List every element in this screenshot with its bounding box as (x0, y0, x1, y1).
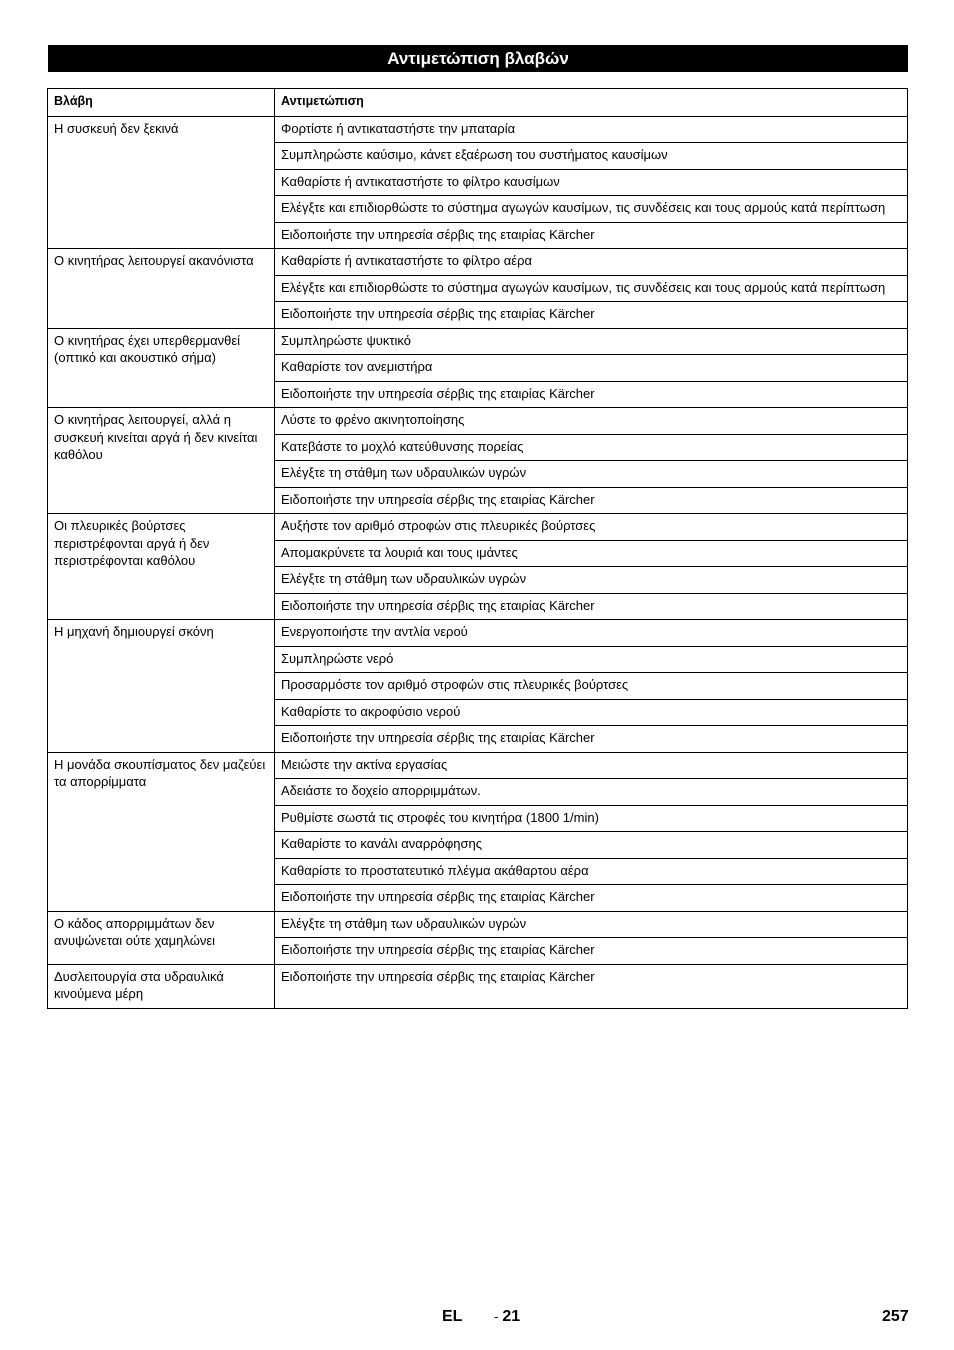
remedy-cell: Καθαρίστε το ακροφύσιο νερού (275, 699, 908, 726)
remedy-cell: Απομακρύνετε τα λουριά και τους ιμάντες (275, 540, 908, 567)
remedy-cell: Ειδοποιήστε την υπηρεσία σέρβις της εταιρίας Kärcher (275, 964, 908, 1008)
table-row (48, 116, 908, 143)
remedy-cell: Συμπληρώστε καύσιμο, κάνετ εξαέρωση του συστήματος καυσίμων (275, 143, 908, 170)
remedy-cell: Ειδοποιήστε την υπηρεσία σέρβις της εταιρίας Kärcher (275, 593, 908, 620)
troubleshooting-table (47, 88, 908, 1009)
footer-total-page: 257 (882, 1308, 909, 1325)
remedy-cell: Φορτίστε ή αντικαταστήστε την μπαταρία (275, 116, 908, 143)
fault-cell: Ο κινητήρας έχει υπερθερμανθεί (οπτικό και ακουστικό σήμα) (48, 328, 275, 408)
remedy-cell: Λύστε το φρένο ακινητοποίησης (275, 408, 908, 435)
section-title: Αντιμετώπιση βλαβών (48, 45, 908, 72)
remedy-cell: Ειδοποιήστε την υπηρεσία σέρβις της εταιρίας Kärcher (275, 885, 908, 912)
remedy-cell: Κατεβάστε το μοχλό κατεύθυνσης πορείας (275, 434, 908, 461)
table-row (48, 328, 908, 355)
remedy-cell: Ειδοποιήστε την υπηρεσία σέρβις της εταιρίας Kärcher (275, 381, 908, 408)
fault-cell: Οι πλευρικές βούρτσες περιστρέφονται αργά ή δεν περιστρέφονται καθόλου (48, 514, 275, 620)
table-row (48, 964, 908, 1008)
fault-cell: Η μηχανή δημιουργεί σκόνη (48, 620, 275, 753)
remedy-cell: Καθαρίστε τον ανεμιστήρα (275, 355, 908, 382)
fault-cell: Ο κινητήρας λειτουργεί ακανόνιστα (48, 249, 275, 329)
remedy-cell: Συμπληρώστε νερό (275, 646, 908, 673)
remedy-cell: Ελέγξτε και επιδιορθώστε το σύστημα αγωγών καυσίμων, τις συνδέσεις και τους αρμούς κατά περίπτωση (275, 275, 908, 302)
remedy-cell: Προσαρμόστε τον αριθμό στροφών στις πλευρικές βούρτσες (275, 673, 908, 700)
remedy-cell: Ενεργοποιήστε την αντλία νερού (275, 620, 908, 647)
fault-column-header: Βλάβη (48, 89, 275, 117)
table-row (48, 249, 908, 276)
footer-language: EL (442, 1308, 463, 1325)
remedy-cell: Ειδοποιήστε την υπηρεσία σέρβις της εταιρίας Kärcher (275, 487, 908, 514)
table-row (48, 408, 908, 435)
fault-cell: Δυσλειτουργία στα υδραυλικά κινούμενα μέρη (48, 964, 275, 1008)
remedy-cell: Ελέγξτε τη στάθμη των υδραυλικών υγρών (275, 461, 908, 488)
remedy-cell: Ειδοποιήστε την υπηρεσία σέρβις της εταιρίας Kärcher (275, 222, 908, 249)
footer-page-dash: - (494, 1309, 499, 1324)
fault-cell: Η συσκευή δεν ξεκινά (48, 116, 275, 249)
fault-cell: Ο κινητήρας λειτουργεί, αλλά η συσκευή κινείται αργά ή δεν κινείται καθόλου (48, 408, 275, 514)
remedy-cell: Καθαρίστε το προστατευτικό πλέγμα ακάθαρτου αέρα (275, 858, 908, 885)
remedy-cell: Αδειάστε το δοχείο απορριμμάτων. (275, 779, 908, 806)
remedy-cell: Ειδοποιήστε την υπηρεσία σέρβις της εταιρίας Kärcher (275, 726, 908, 753)
remedy-cell: Ειδοποιήστε την υπηρεσία σέρβις της εταιρίας Kärcher (275, 938, 908, 965)
remedy-cell: Ελέγξτε τη στάθμη των υδραυλικών υγρών (275, 567, 908, 594)
remedy-cell: Ειδοποιήστε την υπηρεσία σέρβις της εταιρίας Kärcher (275, 302, 908, 329)
table-row (48, 620, 908, 647)
table-row (48, 911, 908, 938)
remedy-cell: Καθαρίστε ή αντικαταστήστε το φίλτρο αέρα (275, 249, 908, 276)
remedy-cell: Ελέγξτε τη στάθμη των υδραυλικών υγρών (275, 911, 908, 938)
remedy-column-header: Αντιμετώπιση (275, 89, 908, 117)
footer-page-value: 21 (502, 1308, 521, 1325)
table-row (48, 752, 908, 779)
remedy-cell: Καθαρίστε το κανάλι αναρρόφησης (275, 832, 908, 859)
table-header-row (48, 89, 908, 117)
fault-cell: Ο κάδος απορριμμάτων δεν ανυψώνεται ούτε χαμηλώνει (48, 911, 275, 964)
remedy-cell: Ελέγξτε και επιδιορθώστε το σύστημα αγωγών καυσίμων, τις συνδέσεις και τους αρμούς κατά περίπτωση (275, 196, 908, 223)
table-row (48, 514, 908, 541)
remedy-cell: Μειώστε την ακτίνα εργασίας (275, 752, 908, 779)
remedy-cell: Καθαρίστε ή αντικαταστήστε το φίλτρο καυσίμων (275, 169, 908, 196)
footer-page-number (494, 1308, 520, 1326)
remedy-cell: Αυξήστε τον αριθμό στροφών στις πλευρικές βούρτσες (275, 514, 908, 541)
remedy-cell: Συμπληρώστε ψυκτικό (275, 328, 908, 355)
remedy-cell: Ρυθμίστε σωστά τις στροφές του κινητήρα (1800 1/min) (275, 805, 908, 832)
fault-cell: Η μονάδα σκουπίσματος δεν μαζεύει τα απορρίμματα (48, 752, 275, 911)
